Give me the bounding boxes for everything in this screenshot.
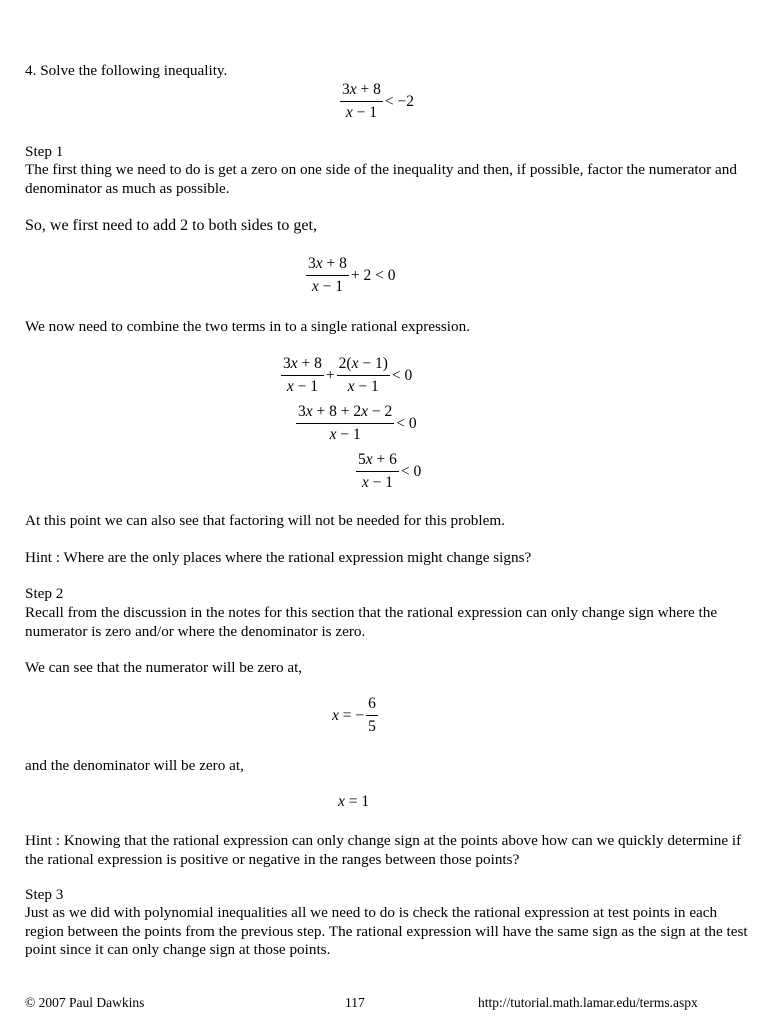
step1-factor-text: At this point we can also see that factoring will not be needed for this problem. [25,512,505,529]
step1-text: The first thing we need to do is get a zero on one side of the inequality and then, if possible, factor the numerator and denominator as much as possible. [25,161,737,197]
numerator-zero: x = − $\frac{6}{5}$ [332,695,376,735]
inequality-original: $\frac{3x + 8}{x - 1}$ < −2 [342,81,414,121]
footer-url: http://tutorial.math.lamar.edu/terms.aspx [478,995,698,1010]
step1-add-text: So, we first need to add 2 to both sides to get, [25,217,317,234]
step1-label: Step 1 [25,143,64,160]
step2-label: Step 2 [25,585,64,602]
combine-line-3: $\frac{5x + 6}{x - 1}$ < 0 [358,451,422,491]
step3-label: Step 3 [25,886,64,903]
step1-combine-text: We now need to combine the two terms in to a single rational expression. [25,318,471,335]
step2-numerator-text: We can see that the numerator will be zero at, [25,659,303,676]
combine-line-1: $\frac{3x + 8}{x - 1}$ + $\frac{2(x - 1)}{x - 1}$ < 0 [283,355,413,395]
hint-1: Hint : Where are the only places where the rational expression might change signs? [25,549,532,566]
step2-text: Recall from the discussion in the notes for this section that the rational expression can only change sign where the numerator is zero and/or where the denominator is zero. [25,604,718,640]
inequality-add-two: $\frac{3x + 8}{x - 1}$ + 2 < 0 [308,255,396,295]
footer-page-number: 117 [345,995,365,1010]
problem-heading: 4. Solve the following inequality. [25,62,228,79]
hint-2: Hint : Knowing that the rational expression can only change sign at the points above how can we quickly determine if the rational expression is positive or negative in the ranges between those points? [25,832,742,868]
step2-denominator-text: and the denominator will be zero at, [25,757,244,774]
combine-line-2: $\frac{3x + 8 + 2x - 2}{x - 1}$ < 0 [298,403,417,443]
footer-copyright: © 2007 Paul Dawkins [25,995,145,1010]
denominator-zero: x = 1 [338,793,370,810]
step3-text: Just as we did with polynomial inequalities all we need to do is check the rational expression at test points in each region between the points from the previous step. The rational expression will have the same sign as the sign at the test point since it can only change sign at those points. [25,904,748,958]
